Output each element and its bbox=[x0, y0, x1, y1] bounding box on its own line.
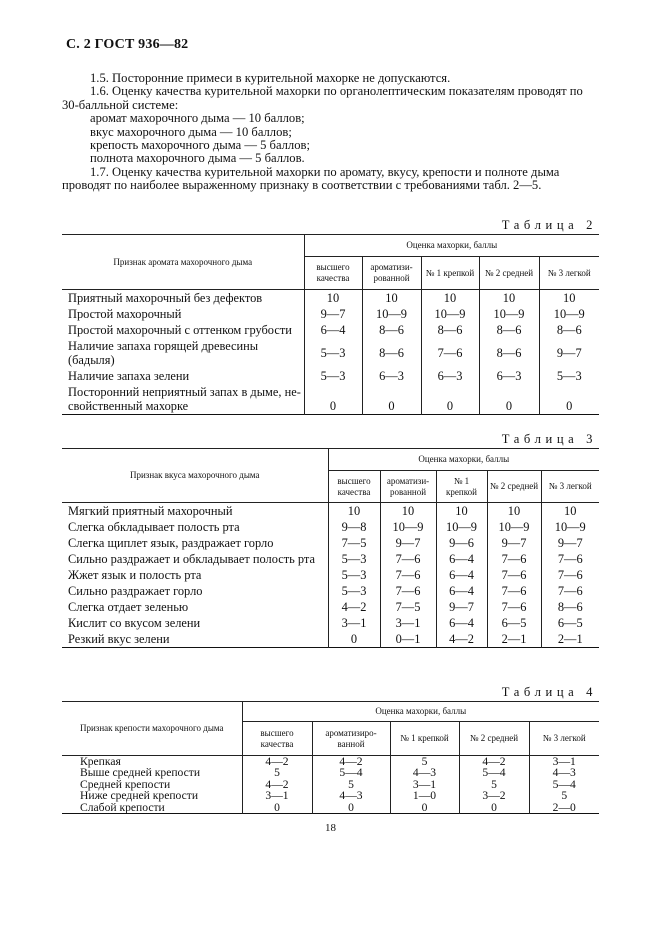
table-cell: 3—1 bbox=[529, 756, 599, 768]
table-4-col-header: ароматизиро-ванной bbox=[312, 722, 390, 756]
table-cell: 10—9 bbox=[362, 306, 421, 322]
row-label: Слабой крепости bbox=[80, 800, 165, 814]
table-4-col-header: № 3 легкой bbox=[529, 722, 599, 756]
table-4-col-header: № 1 крепкой bbox=[390, 722, 459, 756]
table-cell: 5—3 bbox=[328, 567, 380, 583]
table-cell: 10—9 bbox=[479, 306, 539, 322]
table-cell: 10—9 bbox=[541, 519, 599, 535]
table-cell: 7—6 bbox=[380, 583, 436, 599]
table-4-row-header: Признак крепости махорочного дыма bbox=[62, 702, 242, 756]
table-3-col-header: ароматизи-рованной bbox=[380, 471, 436, 503]
table-cell: 5 bbox=[242, 767, 312, 778]
table-cell: 4—2 bbox=[242, 779, 312, 790]
table-2-col-header: ароматизи-рованной bbox=[362, 257, 421, 290]
table-cell: 7—5 bbox=[328, 535, 380, 551]
table-cell: 10—9 bbox=[380, 519, 436, 535]
table-cell: 4—2 bbox=[328, 599, 380, 615]
table-cell: 9—7 bbox=[304, 306, 362, 322]
row-label: Жжет язык и полость рта bbox=[68, 568, 202, 582]
table-cell: 6—4 bbox=[436, 551, 487, 567]
table-row bbox=[62, 802, 599, 814]
table-cell: 9—6 bbox=[436, 535, 487, 551]
table-cell: 9—7 bbox=[541, 535, 599, 551]
list-item: аромат махорочного дыма — 10 баллов; bbox=[90, 111, 305, 126]
table-3-col-header: № 3 легкой bbox=[541, 471, 599, 503]
table-cell: 0 bbox=[459, 802, 529, 814]
row-label: Ниже средней крепости bbox=[80, 789, 199, 803]
table-cell: 7—6 bbox=[487, 583, 541, 599]
row-label: Наличие запаха зелени bbox=[68, 369, 190, 383]
table-cell: 10—9 bbox=[539, 306, 599, 322]
table-cell: 5—3 bbox=[328, 551, 380, 567]
paragraph-1-7: 1.7. Оценку качества курительной махорки по аромату, вкусу, крепости и полноте дыма bbox=[90, 164, 560, 179]
table-cell: 0 bbox=[421, 384, 479, 415]
table-cell: 6—3 bbox=[362, 368, 421, 384]
row-label: Простой махорочный с оттенком грубости bbox=[68, 323, 292, 337]
table-cell: 0 bbox=[479, 384, 539, 415]
table-cell: 7—6 bbox=[487, 551, 541, 567]
list-item: полнота махорочного дыма — 5 баллов. bbox=[90, 151, 305, 166]
table-cell: 4—3 bbox=[312, 790, 390, 801]
table-3-col-header: № 1 крепкой bbox=[436, 471, 487, 503]
table-cell: 3—1 bbox=[380, 615, 436, 631]
table-cell: 10 bbox=[362, 290, 421, 307]
table-row bbox=[62, 306, 599, 322]
table-cell: 8—6 bbox=[539, 322, 599, 338]
table-cell: 6—4 bbox=[436, 615, 487, 631]
table-cell: 10 bbox=[539, 290, 599, 307]
row-label: Сильно раздражает горло bbox=[68, 584, 203, 598]
table-cell: 10 bbox=[304, 290, 362, 307]
paragraph-1-7-cont: проводят по наиболее выраженному признаку в соответствии с требованиями табл. 2—5. bbox=[62, 178, 542, 193]
table-cell: 10—9 bbox=[487, 519, 541, 535]
table-cell: 3—2 bbox=[459, 790, 529, 801]
paragraph-1-5: 1.5. Посторонние примеси в курительной махорке не допускаются. bbox=[90, 71, 451, 85]
table-cell: 3—1 bbox=[242, 790, 312, 801]
table-cell: 10—9 bbox=[421, 306, 479, 322]
table-cell: 2—1 bbox=[487, 631, 541, 648]
table-4-col-header: № 2 средней bbox=[459, 722, 529, 756]
table-cell: 5 bbox=[529, 790, 599, 801]
paragraph-1-6: 1.6. Оценку качества курительной махорки по органолептическим показателям проводят по bbox=[90, 84, 583, 99]
table-cell: 4—2 bbox=[312, 756, 390, 768]
table-cell: 7—6 bbox=[541, 567, 599, 583]
table-cell: 10 bbox=[541, 503, 599, 520]
row-label: Слегка отдает зеленью bbox=[68, 600, 189, 614]
table-cell: 8—6 bbox=[421, 322, 479, 338]
table-3-caption: Таблица 3 bbox=[501, 432, 597, 446]
table-cell: 5—4 bbox=[312, 767, 390, 778]
table-cell: 0—1 bbox=[380, 631, 436, 648]
table-cell: 10—9 bbox=[436, 519, 487, 535]
table-cell: 6—3 bbox=[421, 368, 479, 384]
table-cell: 2—0 bbox=[529, 802, 599, 814]
table-3-group-header: Оценка махорки, баллы bbox=[328, 449, 599, 471]
row-label: Сильно раздражает и обкладывает полость рта bbox=[68, 552, 315, 566]
table-2 bbox=[62, 234, 599, 415]
table-cell: 8—6 bbox=[541, 599, 599, 615]
table-row bbox=[62, 338, 599, 368]
table-cell: 0 bbox=[304, 384, 362, 415]
table-cell: 6—5 bbox=[487, 615, 541, 631]
table-cell: 7—6 bbox=[541, 583, 599, 599]
table-cell: 9—8 bbox=[328, 519, 380, 535]
table-cell: 8—6 bbox=[479, 322, 539, 338]
table-row bbox=[62, 551, 599, 567]
table-cell: 10 bbox=[421, 290, 479, 307]
table-cell: 4—2 bbox=[242, 756, 312, 768]
table-2-group-header: Оценка махорки, баллы bbox=[304, 235, 599, 257]
table-cell: 5—3 bbox=[304, 338, 362, 368]
table-cell: 5—3 bbox=[539, 368, 599, 384]
table-row bbox=[62, 368, 599, 384]
table-cell: 10 bbox=[479, 290, 539, 307]
table-2-col-header: № 1 крепкой bbox=[421, 257, 479, 290]
table-cell: 9—7 bbox=[436, 599, 487, 615]
table-cell: 6—4 bbox=[304, 322, 362, 338]
table-cell: 6—4 bbox=[436, 567, 487, 583]
table-3-row-header: Признак вкуса махорочного дыма bbox=[62, 449, 328, 503]
table-2-caption: Таблица 2 bbox=[501, 218, 597, 232]
table-cell: 4—2 bbox=[436, 631, 487, 648]
table-row bbox=[62, 519, 599, 535]
table-cell: 5—4 bbox=[459, 767, 529, 778]
row-label: Слегка обкладывает полость рта bbox=[68, 520, 240, 534]
table-cell: 7—6 bbox=[421, 338, 479, 368]
table-cell: 10 bbox=[328, 503, 380, 520]
table-cell: 8—6 bbox=[362, 322, 421, 338]
row-label: Средней крепости bbox=[80, 777, 171, 791]
table-row bbox=[62, 322, 599, 338]
table-3 bbox=[62, 448, 599, 648]
table-cell: 7—5 bbox=[380, 599, 436, 615]
table-cell: 5 bbox=[312, 779, 390, 790]
table-cell: 5 bbox=[390, 756, 459, 768]
row-label: Посторонний неприятный запах в дыме, не-свойственный махорке bbox=[68, 385, 301, 413]
table-4-col-header: высшего качества bbox=[242, 722, 312, 756]
table-cell: 8—6 bbox=[362, 338, 421, 368]
table-row bbox=[62, 599, 599, 615]
list-item: крепость махорочного дыма — 5 баллов; bbox=[90, 138, 310, 153]
table-3-col-header: высшего качества bbox=[328, 471, 380, 503]
table-cell: 3—1 bbox=[328, 615, 380, 631]
table-cell: 0 bbox=[390, 802, 459, 814]
table-cell: 0 bbox=[328, 631, 380, 648]
table-cell: 10 bbox=[380, 503, 436, 520]
table-cell: 10 bbox=[436, 503, 487, 520]
table-row bbox=[62, 567, 599, 583]
table-cell: 4—3 bbox=[390, 767, 459, 778]
table-cell: 9—7 bbox=[487, 535, 541, 551]
table-cell: 6—5 bbox=[541, 615, 599, 631]
row-label: Резкий вкус зелени bbox=[68, 632, 170, 646]
table-cell: 7—6 bbox=[380, 567, 436, 583]
row-label: Выше средней крепости bbox=[80, 766, 201, 780]
table-cell: 7—6 bbox=[487, 599, 541, 615]
table-cell: 5—4 bbox=[529, 779, 599, 790]
row-label: Приятный махорочный без дефектов bbox=[68, 291, 263, 305]
table-cell: 4—2 bbox=[459, 756, 529, 768]
table-2-col-header: № 2 средней bbox=[479, 257, 539, 290]
table-cell: 7—6 bbox=[380, 551, 436, 567]
table-row bbox=[62, 290, 599, 307]
table-2-row-header: Признак аромата махорочного дыма bbox=[62, 235, 304, 290]
page-number: 18 bbox=[325, 822, 336, 834]
table-cell: 5—3 bbox=[328, 583, 380, 599]
table-cell: 5 bbox=[459, 779, 529, 790]
row-label: Мягкий приятный махорочный bbox=[68, 504, 233, 518]
table-row bbox=[62, 503, 599, 520]
table-cell: 0 bbox=[312, 802, 390, 814]
table-cell: 9—7 bbox=[380, 535, 436, 551]
table-row bbox=[62, 631, 599, 648]
table-cell: 0 bbox=[362, 384, 421, 415]
table-cell: 6—3 bbox=[479, 368, 539, 384]
table-row bbox=[62, 583, 599, 599]
row-label: Кислит со вкусом зелени bbox=[68, 616, 201, 630]
table-2-col-header: № 3 легкой bbox=[539, 257, 599, 290]
row-label: Крепкая bbox=[80, 755, 121, 768]
table-cell: 7—6 bbox=[487, 567, 541, 583]
row-label: Слегка щиплет язык, раздражает горло bbox=[68, 536, 274, 550]
table-cell: 10 bbox=[487, 503, 541, 520]
table-cell: 0 bbox=[539, 384, 599, 415]
table-cell: 6—4 bbox=[436, 583, 487, 599]
table-4 bbox=[62, 701, 599, 814]
table-row bbox=[62, 384, 599, 415]
paragraph-1-6-cont: 30-балльной системе: bbox=[62, 97, 179, 112]
table-cell: 3—1 bbox=[390, 779, 459, 790]
list-item: вкус махорочного дыма — 10 баллов; bbox=[90, 124, 292, 139]
table-cell: 5—3 bbox=[304, 368, 362, 384]
table-4-caption: Таблица 4 bbox=[501, 685, 597, 699]
table-3-col-header: № 2 средней bbox=[487, 471, 541, 503]
body-text bbox=[62, 72, 600, 193]
row-label: Наличие запаха горящей древесины (бадыля) bbox=[68, 339, 259, 367]
table-row bbox=[62, 615, 599, 631]
table-row bbox=[62, 535, 599, 551]
table-cell: 1—0 bbox=[390, 790, 459, 801]
page-header: С. 2 ГОСТ 936—82 bbox=[66, 37, 189, 52]
table-cell: 8—6 bbox=[479, 338, 539, 368]
table-cell: 0 bbox=[242, 802, 312, 814]
table-2-col-header: высшего качества bbox=[304, 257, 362, 290]
table-row bbox=[62, 790, 599, 801]
table-cell: 2—1 bbox=[541, 631, 599, 648]
row-label: Простой махорочный bbox=[68, 307, 182, 321]
table-cell: 7—6 bbox=[541, 551, 599, 567]
table-cell: 9—7 bbox=[539, 338, 599, 368]
table-cell: 4—3 bbox=[529, 767, 599, 778]
table-4-group-header: Оценка махорки, баллы bbox=[242, 702, 599, 722]
